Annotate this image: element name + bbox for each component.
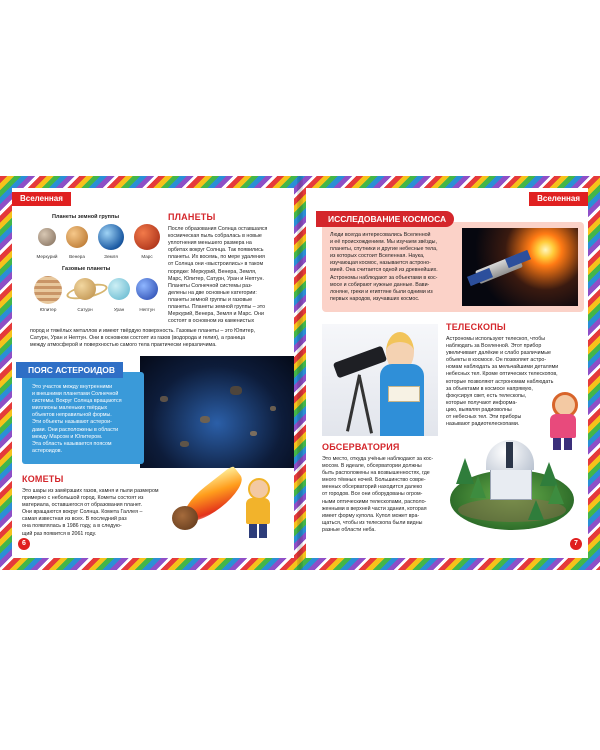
- planet-label-uranus: Уран: [113, 307, 125, 312]
- section-tag-right: Вселенная: [529, 192, 588, 206]
- girl-telescope-image: [322, 324, 438, 436]
- mars-image: [134, 224, 160, 250]
- space-telescope-image: [462, 228, 578, 306]
- planet-label-jupiter: Юпитер: [39, 307, 57, 312]
- neptune-image: [136, 278, 158, 300]
- planets-heading: ПЛАНЕТЫ: [168, 212, 216, 222]
- comets-heading: КОМЕТЫ: [22, 474, 64, 484]
- planets-text: После образования Солнца оставшаяся космическая пыль собралась в новые уплотнения меньшего размера на орбитах вокруг Солнца. Так появились планеты. Их восемь, по мере удаления от Солнца они «выстроились» в таком порядке: Меркурий, Венера, Земля, Марс, Юпитер, Сатурн, Уран и Нептун. Планеты Солнечной системы раз- делены на две основные категории: планеты земной группы и газовые планеты. Планеты земной группы – это Меркурий, Венера, Земля и Марс. Они состоят в основном из каменистых: [168, 226, 268, 325]
- terrestrial-label: Планеты земной группы: [52, 214, 120, 220]
- planet-label-neptune: Нептун: [139, 307, 155, 312]
- page-number-left: 6: [18, 538, 30, 550]
- earth-image: [98, 224, 124, 250]
- planet-label-venus: Венера: [69, 254, 85, 259]
- uranus-image: [108, 278, 130, 300]
- telescopes-text: Астрономы используют телескоп, чтобы наблюдать за Вселенной. Этот прибор увеличивает далёкие и слабо различимые объекты в космосе. Он позволяет астро- номам наблюдать за мельчайшими деталями небесных тел. Кроме оптических телескопов, которые позволяют астрономам наблюдать за объектами в космосе напрямую, фокусируя свет, есть телескопы, которые получают информа- цию, выявляя радиоволны от небесных тел. Эти приборы называют радиотелескопами.: [446, 336, 559, 428]
- telescopes-heading: ТЕЛЕСКОПЫ: [446, 322, 506, 332]
- observatory-text: Это место, откуда учёные наблюдают за кос- мосом. В идеале, обсерватории должны быть расположены на возвышенностях, где много тёмных ночей. Большинство совре- менных обсерваторий находится далеко от городов. Все они оборудованы огром- ными оптическими телескопами, располо- женными в верхней части здания, которая имеет форму купола. Купол может вра- щаться, чтобы из телескопа были видны разные области неба.: [322, 456, 434, 533]
- planet-label-earth: Земля: [104, 254, 118, 259]
- book-gutter: [297, 176, 303, 570]
- gas-label: Газовые планеты: [62, 266, 111, 272]
- saturn-image: [74, 278, 96, 300]
- planet-label-mercury: Меркурий: [36, 254, 58, 259]
- planet-label-saturn: Сатурн: [77, 307, 93, 312]
- space-research-heading: ИССЛЕДОВАНИЕ КОСМОСА: [316, 211, 454, 227]
- mercury-image: [38, 228, 56, 246]
- observatory-heading: ОБСЕРВАТОРИЯ: [322, 442, 400, 452]
- space-research-text: Люди всегда интересовались Вселенной и её происхождением. Мы изучаем звёзды, планеты, спутники и другие небесные тела, из которых состоит Вселенная. Наука, изучающая космос, называется астроно- мией. Она считается одной из древнейших. Астрономы наблюдают за объектами в кос- мосе и собирают нужные данные. Вави- лоняне, греки и египтяне были одними из первых народов, изучавших космос.: [330, 232, 438, 302]
- asteroid-belt-text: Это участок между внутренними и внешними планетами Солнечной системы. Вокруг Солнца вращаются миллионы маленьких твёрдых объектов неправильной формы. Эти объекты называют астерои- дами. Они расположены в области между Марсом и Юпитером. Эта область называется поясом астероидов.: [32, 384, 122, 454]
- comet-core-image: [172, 506, 198, 530]
- jupiter-image: [34, 276, 62, 304]
- asteroid-belt-image: [140, 356, 294, 468]
- asteroid-belt-heading: ПОЯС АСТЕРОИДОВ: [16, 362, 123, 378]
- section-tag-left: Вселенная: [12, 192, 71, 206]
- comets-text: Это шары из замёрзших газов, камня и пыли размером примерно с небольшой город. Кометы состоят из материала, оставшегося от образования планет. Они вращаются вокруг Солнца. Комета Галлея – самая известная из всех. В последний раз она появлялась в 1986 году, а в следую- щий раз появится в 2061 году.: [22, 488, 159, 537]
- venus-image: [66, 226, 88, 248]
- planets-text-continued: пород и тяжёлых металлов и имеют твёрдую поверхность. Газовые планеты – это Юпитер, Сатурн, Уран и Нептун. Они в основном состоят из газов (водорода и гелия), а граница между атмосферой и поверхностью самого тела практически неразличима.: [30, 328, 256, 349]
- planet-label-mars: Марс: [141, 254, 153, 259]
- page-number-right: 7: [570, 538, 582, 550]
